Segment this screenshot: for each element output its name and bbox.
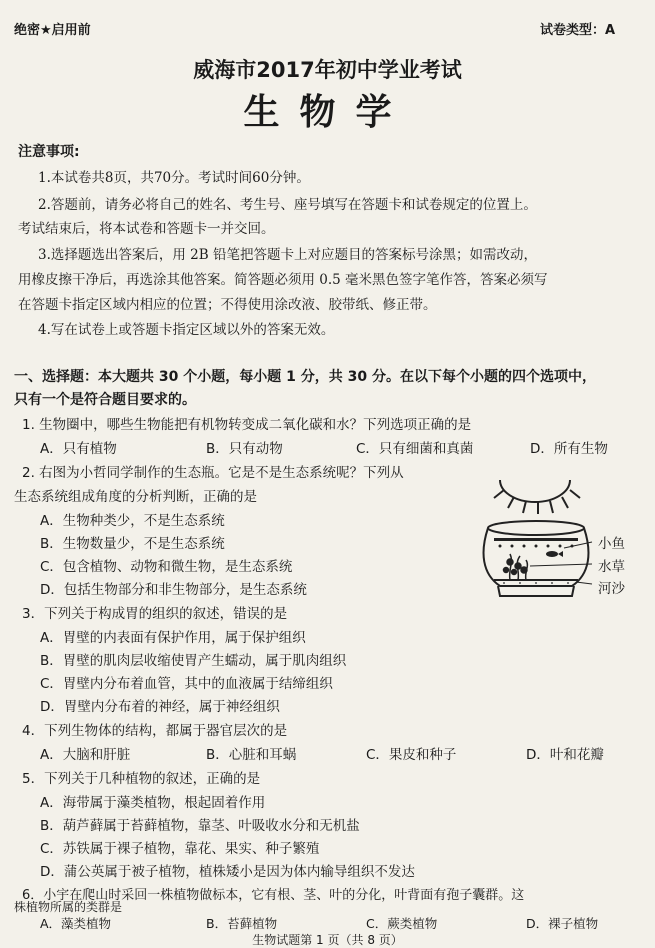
- option-b: B．葫芦藓属于苔藓植物，靠茎、叶吸收水分和无机盐: [40, 818, 360, 834]
- option-a: A．藻类植物: [40, 916, 112, 931]
- notice-heading: 注意事项:: [18, 144, 80, 160]
- question-stem-cont: 生态系统组成角度的分析判断，正确的是: [14, 489, 257, 505]
- notice-item: 3.选择题选出答案后，用 2B 铅笔把答题卡上对应题目的答案标号涂黑；如需改动，: [38, 247, 537, 263]
- eco-bottle-figure: [460, 462, 650, 612]
- question-stem: 3．下列关于构成胃的组织的叙述，错误的是: [22, 606, 288, 622]
- paper-type: 试卷类型：A: [539, 23, 615, 38]
- option-d: D．胃壁内分布着的神经，属于神经组织: [40, 699, 280, 715]
- notice-item: 考试结束后，将本试卷和答题卡一并交回。: [18, 221, 275, 237]
- notice-item: 2.答题前，请务必将自己的姓名、考生号、座号填写在答题卡和试卷规定的位置上。: [38, 197, 537, 213]
- notice-item: 在答题卡指定区域内相应的位置；不得使用涂改液、胶带纸、修正带。: [18, 297, 437, 313]
- option-b: B．只有动物: [206, 441, 283, 457]
- question-stem: 1. 生物圈中，哪些生物能把有机物转变成二氧化碳和水？下列选项正确的是: [22, 417, 472, 433]
- confidentiality-mark: 绝密★启用前: [14, 23, 91, 38]
- figure-label-sand: 河沙: [598, 581, 625, 597]
- option-c: C．只有细菌和真菌: [356, 441, 474, 457]
- option-d: D．包括生物部分和非生物部分，是生态系统: [40, 582, 307, 598]
- option-c: C．包含植物、动物和微生物，是生态系统: [40, 559, 293, 575]
- section-heading: 一、选择题：本大题共 30 个小题，每小题 1 分，共 30 分。在以下每个小题的四个选项中，: [14, 369, 596, 385]
- figure-label-weed: 水草: [598, 559, 625, 575]
- option-b: B．苔藓植物: [206, 916, 278, 931]
- notice-item: 用橡皮擦干净后，再选涂其他答案。简答题必须用 0.5 毫米黑色签字笔作答，答案必须写: [18, 272, 548, 288]
- option-b: B．生物数量少，不是生态系统: [40, 536, 225, 552]
- exam-title: 威海市2017年初中学业考试: [193, 58, 462, 82]
- question-stem-cont: 株植物所属的类群是: [14, 900, 123, 914]
- option-a: A．海带属于藻类植物，根起固着作用: [40, 795, 266, 811]
- question-stem: 6．小宇在爬山时采回一株植物做标本，它有根、茎、叶的分化，叶背面有孢子囊群。这: [22, 888, 525, 903]
- option-c: C．苏铁属于裸子植物，靠花、果实、种子繁殖: [40, 841, 320, 857]
- option-c: C．果皮和种子: [366, 747, 457, 763]
- option-a: A．大脑和肝脏: [40, 747, 131, 763]
- option-d: D．裸子植物: [526, 916, 599, 931]
- option-d: D．所有生物: [530, 441, 608, 457]
- notice-item: 4.写在试卷上或答题卡指定区域以外的答案无效。: [38, 322, 335, 338]
- question-stem: 2. 右图为小哲同学制作的生态瓶。它是不是生态系统呢？下列从: [22, 465, 404, 481]
- option-c: C．蕨类植物: [366, 916, 438, 931]
- notice-item: 1.本试卷共8页，共70分。考试时间60分钟。: [38, 170, 310, 186]
- option-b: B．胃壁的肌肉层收缩使胃产生蠕动，属于肌肉组织: [40, 653, 347, 669]
- page-footer: 生物试题第 1 页（共 8 页）: [252, 933, 403, 947]
- question-stem: 4．下列生物体的结构，都属于器官层次的是: [22, 723, 288, 739]
- section-heading-cont: 只有一个是符合题目要求的。: [14, 392, 196, 408]
- figure-label-fish: 小鱼: [598, 536, 625, 552]
- option-a: A．只有植物: [40, 441, 117, 457]
- option-c: C．胃壁内分布着血管，其中的血液属于结缔组织: [40, 676, 333, 692]
- option-b: B．心脏和耳蜗: [206, 747, 297, 763]
- option-d: D．蒲公英属于被子植物，植株矮小是因为体内输导组织不发达: [40, 864, 415, 880]
- subject-title: 生物学: [243, 92, 412, 133]
- option-a: A．胃壁的内表面有保护作用，属于保护组织: [40, 630, 306, 646]
- option-a: A．生物种类少，不是生态系统: [40, 513, 225, 529]
- question-stem: 5．下列关于几种植物的叙述，正确的是: [22, 771, 261, 787]
- option-d: D．叶和花瓣: [526, 747, 604, 763]
